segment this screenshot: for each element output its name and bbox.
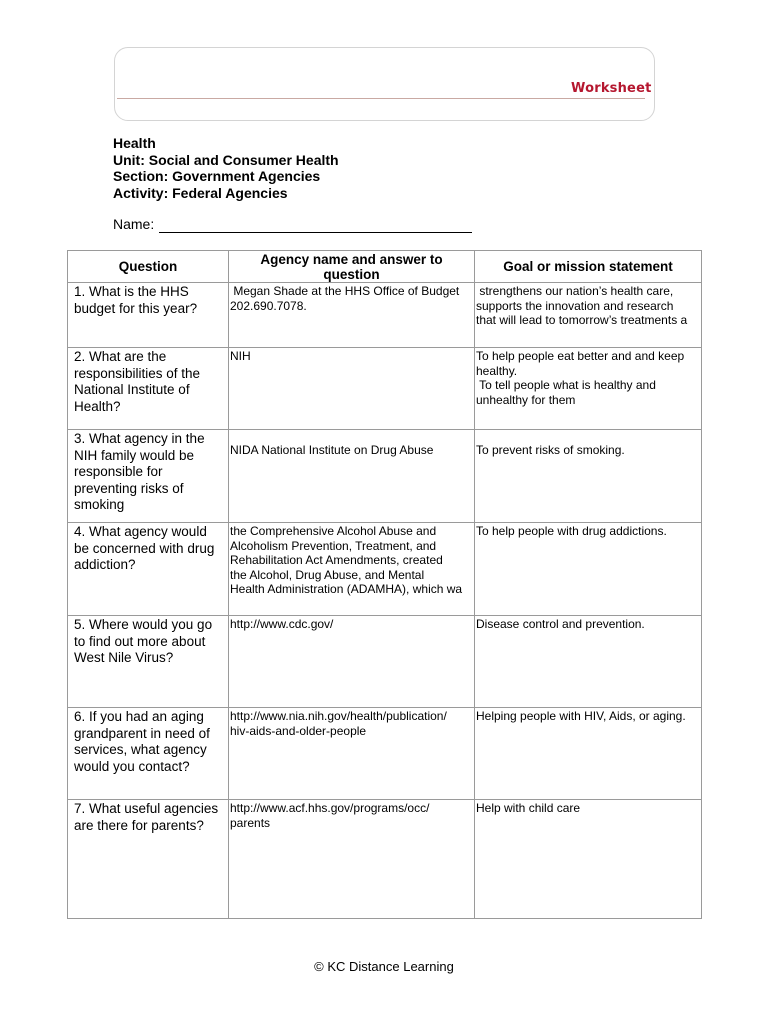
copyright-footer: © KC Distance Learning — [314, 959, 454, 974]
header-question: Question — [68, 251, 229, 283]
agency-cell: Megan Shade at the HHS Office of Budget 202.690.7078. — [229, 283, 475, 348]
goal-cell: Help with child care — [475, 800, 702, 919]
goal-cell: strengthens our nation’s health care, supports the innovation and research that will lead to tomorrow’s treatments a — [475, 283, 702, 348]
section-heading: Section: Government Agencies — [113, 168, 321, 184]
agency-cell: http://www.cdc.gov/ — [229, 616, 475, 708]
subject-heading: Health — [113, 135, 156, 151]
table-row — [68, 708, 702, 800]
question-cell: 4. What agency would be concerned with drug addiction? — [68, 523, 229, 616]
goal-cell: Helping people with HIV, Aids, or aging. — [475, 708, 702, 800]
table-row — [68, 348, 702, 430]
table-row — [68, 430, 702, 523]
activity-heading: Activity: Federal Agencies — [113, 184, 288, 201]
worksheet-meta — [113, 135, 339, 201]
goal-cell: To help people eat better and and keep healthy. To tell people what is healthy and unhealthy for them — [475, 348, 702, 430]
table-row — [68, 283, 702, 348]
table-row — [68, 800, 702, 919]
agency-cell: http://www.nia.nih.gov/health/publication/ hiv-aids-and-older-people — [229, 708, 475, 800]
agency-cell: http://www.acf.hhs.gov/programs/occ/ parents — [229, 800, 475, 919]
agencies-table — [67, 250, 702, 919]
agency-cell: NIH — [229, 348, 475, 430]
question-cell: 5. Where would you go to find out more about West Nile Virus? — [68, 616, 229, 708]
question-cell: 6. If you had an aging grandparent in need of services, what agency would you contact? — [68, 708, 229, 800]
table-header-row — [68, 251, 702, 283]
agency-cell: NIDA National Institute on Drug Abuse — [229, 430, 475, 523]
header-rule — [117, 98, 645, 99]
goal-cell: To prevent risks of smoking. — [475, 430, 702, 523]
table-row — [68, 523, 702, 616]
question-cell: 1. What is the HHS budget for this year? — [68, 283, 229, 348]
question-cell: 2. What are the responsibilities of the National Institute of Health? — [68, 348, 229, 430]
header-agency: Agency name and answer to question — [229, 251, 475, 283]
name-blank-field[interactable] — [159, 217, 472, 233]
header-goal: Goal or mission statement — [475, 251, 702, 283]
question-cell: 3. What agency in the NIH family would be responsible for preventing risks of smoking — [68, 430, 229, 523]
goal-cell: To help people with drug addictions. — [475, 523, 702, 616]
unit-heading: Unit: Social and Consumer Health — [113, 151, 339, 168]
worksheet-label: Worksheet — [571, 81, 652, 96]
name-line — [113, 216, 472, 233]
table-row — [68, 616, 702, 708]
agency-cell: the Comprehensive Alcohol Abuse and Alcoholism Prevention, Treatment, and Rehabilitation Act Amendments, created the Alcohol, Drug Abuse, and Mental Health Administration (ADAMHA), which wa — [229, 523, 475, 616]
name-label: Name: — [113, 216, 155, 232]
question-cell: 7. What useful agencies are there for parents? — [68, 800, 229, 919]
goal-cell: Disease control and prevention. — [475, 616, 702, 708]
